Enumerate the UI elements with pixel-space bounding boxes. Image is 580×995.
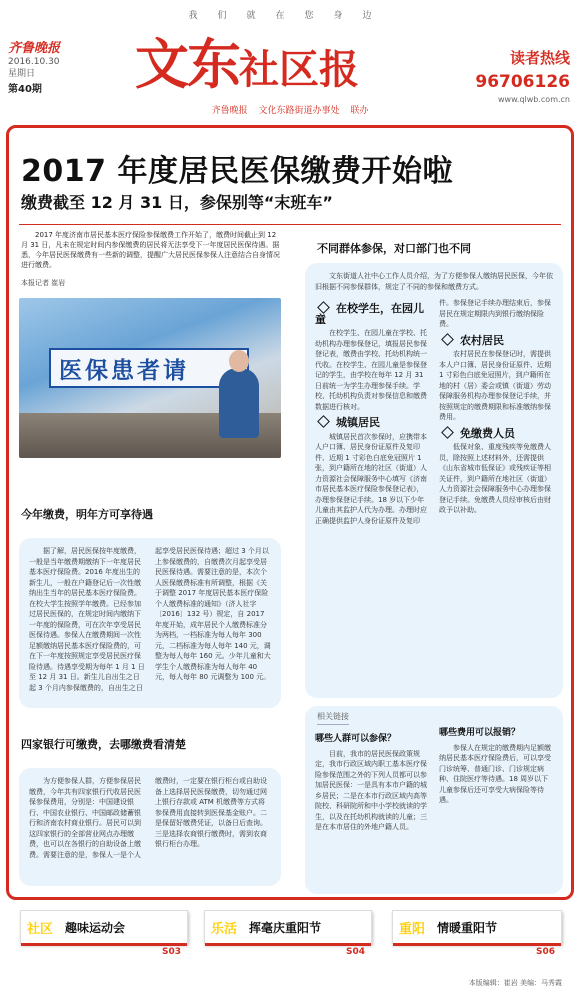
masthead-co-organizers [0,103,580,116]
nav-strip [205,943,371,946]
nav-strip [393,943,561,946]
nav-teaser-sports[interactable] [20,910,188,957]
article-headline: 2017 年度居民医保缴费开始啦 [21,154,453,189]
nav-title: 挥毫庆重阳节 [249,920,322,935]
link-answer: 目前，我市的居民医保政策规定，我市行政区域内职工基本医疗保险参保范围之外的下列人员都可以参加居民医保：一是具有本市户籍的城乡居民；二是在本市行政区域内高等院校、科研院所和中小学校就读的学生，以及在托幼机构就读的儿童；三是在本市居住的外地户籍人员。 [315,749,427,831]
nav-title: 情暖重阳节 [437,920,498,935]
nav-page: S03 [161,947,181,957]
masthead-title-main: 文东 [135,32,239,96]
masthead-title-sub: 社区报 [239,46,359,93]
groups-lead: 文东街道人社中心工作人员介绍，为了方便参保人缴纳居民医保，今年依旧根据不同参保群体，规定了不同的参保和缴费方式。 [315,272,553,291]
section-title-groups: 不同群体参保，对口部门也不同 [317,242,471,255]
nav-teaser-double-ninth[interactable] [392,910,562,957]
link-question: 哪些人群可以参保？ [315,734,397,744]
nav-page: S06 [535,947,555,957]
group-text: 城镇居民首次参保时，应携带本人户口簿、居民身份证原件及复印件、近期 1 寸彩色白底免冠照片 1 张，到户籍所在地的社区（街道）人力资源社会保障服务中心填写《济南市居民基本医疗保险参保登记表》，办理参保登记手续。18 岁以下少年儿童由其监护人代为办理。办理时应正确提供监护人身份证原件及复印件。参保登记手续办理结束后，参保居民在规定期限内到银行缴纳保险费。 [315,299,551,525]
article-byline: 本报记者 崔岩 [21,279,66,287]
article-photo [19,298,281,458]
co-organizer: 文化东路街道办事处 [258,106,340,116]
masthead-title [135,22,359,99]
masthead-slogan: 我们就在您身边 [188,11,392,21]
nav-teaser-calligraphy[interactable] [204,910,372,957]
nav-tag: 乐活 [205,918,243,937]
hotline-label: 读者热线 [509,49,570,67]
website-link[interactable]: www.qlwb.com.cn [498,95,570,104]
group-title: 免缴费人员 [439,428,553,440]
article-subhead: 缴费截至 12 月 31 日，参保别等“末班车” [21,193,333,212]
reader-hotline [475,47,570,104]
issue-date: 2016.10.30 [8,57,60,67]
masthead-left-info [8,37,88,95]
link-answer: 参保人在规定的缴费期内足额缴纳居民基本医疗保险费后，可以享受门诊统筹、普通门诊、门诊规定病种、住院医疗等待遇。18 周岁以下儿童参保后还可享受大病保险等待遇。 [439,743,551,804]
page-credits: 本版编辑：崔岩 美编：马秀霞 [468,979,562,987]
article-intro: 2017 年度济南市居民基本医疗保险参保缴费工作开始了，缴费时间截止到 12 月 31 日，凡未在规定时间内参保缴费的居民将无法享受下一年度居民医保待遇。据悉，今年居民医保缴费有一些新的调整，提醒广大居民医保参保人注意结合自身情况进行缴费。 [21,231,280,269]
group-title: 城镇居民 [315,417,429,429]
section-box-payment [19,538,281,708]
section-title-payment: 今年缴费，明年方可享待遇 [21,508,153,521]
nav-page: S04 [345,947,365,957]
divider [19,224,561,225]
hotline-number: 96706126 [475,72,570,92]
group-text: 农村居民在参保登记时，需提供本人户口簿、居民身份证原件、近期 1 寸彩色白底免冠照片，到户籍所在地的村（居）委会或镇（街道）劳动保障服务机构办理参保登记手续，并按照规定的缴费期限和标准缴纳参保费用。 [439,350,551,421]
nav-tag: 社区 [21,918,59,937]
group-title: 农村居民 [439,335,553,347]
article-frame [6,125,574,900]
photo-person [219,368,259,438]
brand-logo: 齐鲁晚报 [8,41,61,56]
section-box-groups [305,263,563,698]
issue-weekday: 星期日 [8,69,36,79]
group-text: 低保对象、重度残疾等免缴费人员，除按照上述材料外，还需提供《山东省城市低保证》或残疾证等相关证件，到户籍所在地社区（街道）人力资源社会保障服务中心办理参保登记手续。免缴费人员经审核后由财政予以补助。 [439,443,551,514]
section-title-banks: 四家银行可缴费，去哪缴费看清楚 [21,738,186,751]
co-organizer: 联办 [350,106,369,116]
issue-number: 第40期 [8,84,42,95]
diamond-icon [441,426,454,439]
nav-title: 趣味运动会 [65,920,126,935]
photo-sign-text: 医保患者请 [59,357,189,384]
related-links-box [305,706,563,894]
link-question: 哪些费用可以报销？ [439,728,521,738]
nav-strip [21,943,187,946]
section-text-payment: 据了解，居民医保按年度缴费，一般是当年缴费期缴纳下一年度居民基本医疗保险费。2016 年度出生的新生儿，一般在户籍登记后一次性缴纳出生当年的居民基本医疗保险费。在校大学生按照学年缴费。已经参加过居民医保的，在规定时间内缴纳下一年度的保险费，可在次年享受居民医保待遇。参保人在缴费期间一次性足额缴纳居民基本医疗保险费的，可在下一年度按照规定享受居民医疗保险待遇。待遇享受期为每年 1 月 1 日至 12 月 31 日。新生儿自出生之日起 3 个月内参保缴费的，自出生之日起享受居民医保待遇；超过 3 个月以上参保缴费的，自缴费次月起享受居民医保待遇。需要注意的是，本次个人医保缴费标准有所调整，根据《关于调整 2017 年度居民基本医疗保险个人缴费标准的通知》（济人社字〔2016〕132 号）规定，自 2017 年度开始，成年居民个人缴费标准分为两档，一档标准为每人每年 300 元，二档标准为每人每年 140 元，调整为每人每年 160 元。少年儿童和大学生个人缴费标准为每人每年 40 元，每人每年 80 元调整为 100 元。 [29,547,271,692]
section-text-banks: 为方便参保人群，方便参保居民缴费，今年共有四家银行代收居民医保参保费用，分别是：中国建设银行、中国农业银行、中国邮政储蓄银行和济南农村商业银行。居民可以到这四家银行的全部营业网点办理缴费，也可以在各银行的自助设备上缴费。需要注意的是，参保人一是个人缴费时，一定要在银行柜台或自助设备上选择居民医保缴费，切勿通过网上银行存款或 ATM 机缴费等方式将参保费用直接转到医保基金账户。二是保留好缴费凭证，以备日后查询。三是选择农商银行缴费时，需到农商银行柜台办理。 [29,777,267,859]
co-organizer: 齐鲁晚报 [211,106,248,116]
diamond-icon [317,415,330,428]
related-links-tag: 相关链接 [317,712,349,725]
diamond-icon [441,333,454,346]
nav-tag: 重阳 [393,918,431,937]
group-text: 在校学生、在园儿童在学校、托幼机构办理参保登记，填报居民参保登记表，缴费由学校、托幼机构统一代收。在校学生、在园儿童是参保登记的学生，由学校在每年 12 月 31 日前统一为学生办理参保手续。学校、托幼机构负责对参保信息和缴费数据进行核对。 [315,329,427,411]
section-box-banks [19,768,281,886]
group-title: 在校学生，在园儿童 [315,302,424,326]
